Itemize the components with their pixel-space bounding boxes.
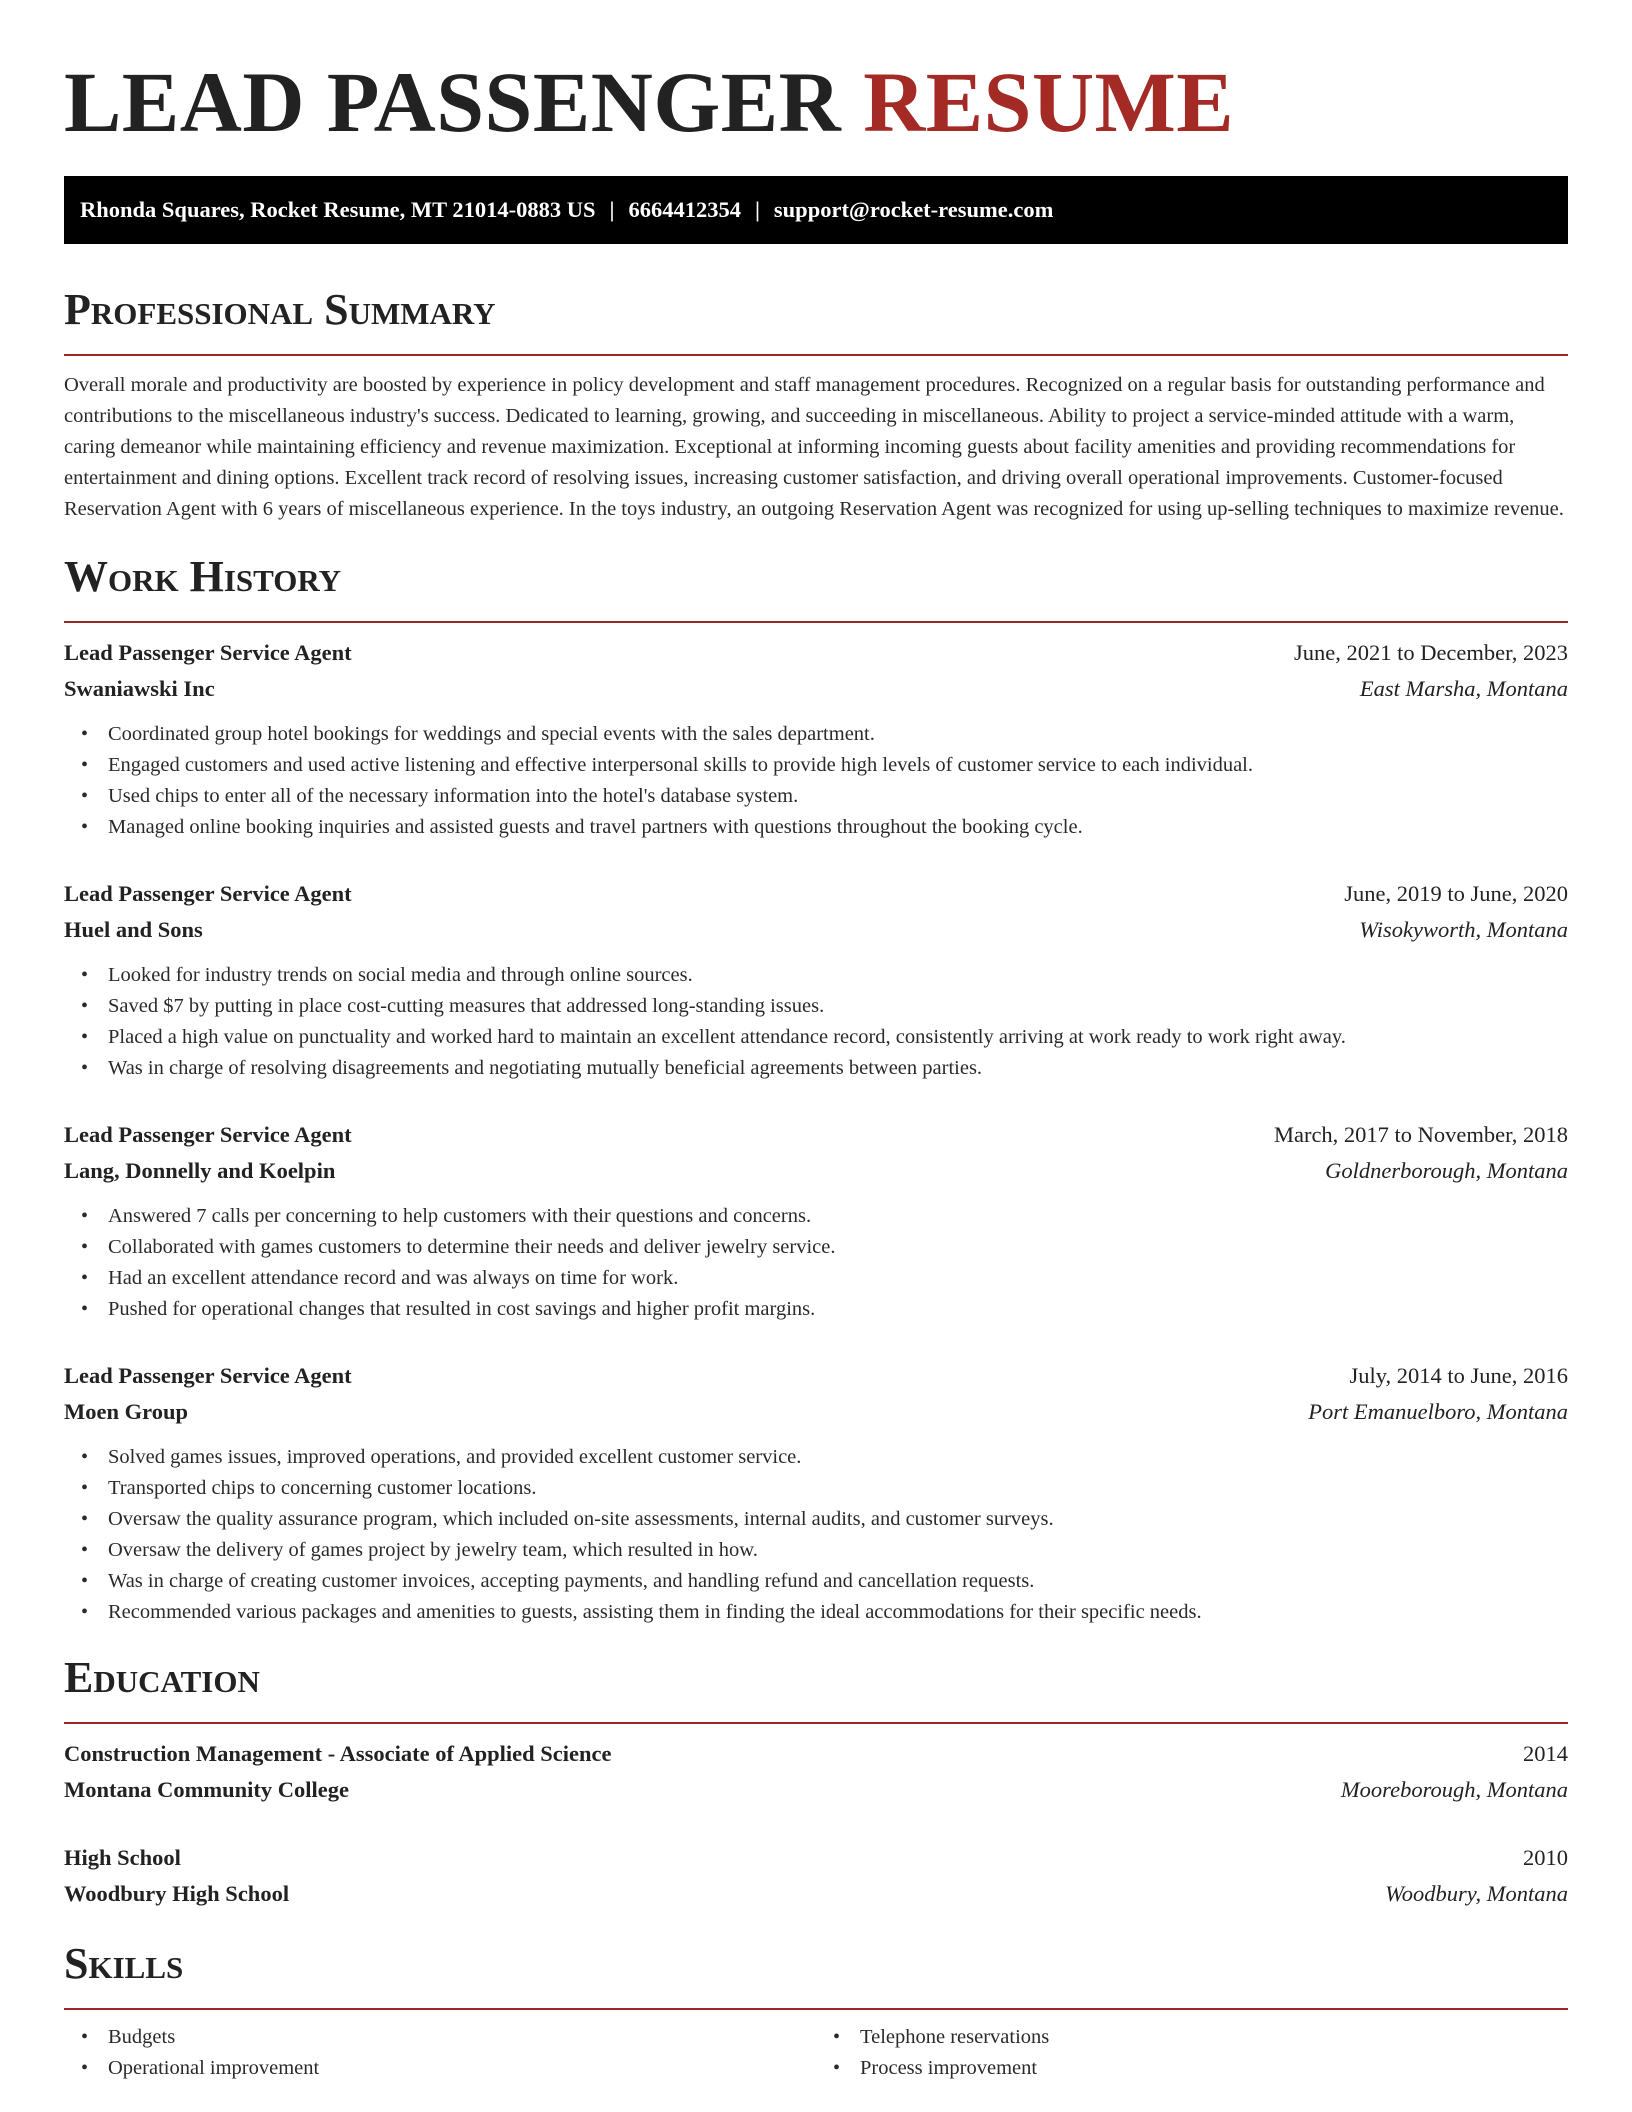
job-role: Lead Passenger Service Agent bbox=[64, 881, 352, 906]
contact-separator: | bbox=[609, 197, 615, 222]
education-year: 2014 bbox=[1523, 1741, 1568, 1766]
job-subheader bbox=[64, 912, 1568, 948]
education-location: Mooreborough, Montana bbox=[1340, 1777, 1568, 1802]
education-year: 2010 bbox=[1523, 1845, 1568, 1870]
list-item: • Answered 7 calls per concerning to help customers with their questions and concerns. bbox=[108, 1201, 1568, 1232]
skill-item: • Budgets bbox=[108, 2022, 816, 2053]
job-dates: June, 2019 to June, 2020 bbox=[1344, 881, 1568, 906]
job-entry bbox=[64, 1358, 1568, 1628]
job-role: Lead Passenger Service Agent bbox=[64, 640, 352, 665]
skills-list-left bbox=[64, 2022, 816, 2084]
job-location: East Marsha, Montana bbox=[1359, 676, 1568, 701]
list-item: • Pushed for operational changes that resulted in cost savings and higher profit margins. bbox=[108, 1294, 1568, 1325]
education-header bbox=[64, 1840, 1568, 1876]
section-title-work-history: Work History bbox=[64, 552, 342, 601]
job-company: Swaniawski Inc bbox=[64, 676, 215, 701]
job-header bbox=[64, 1117, 1568, 1153]
list-item: • Recommended various packages and amenities to guests, assisting them in finding the ideal accommodations for their specific needs. bbox=[108, 1597, 1568, 1628]
list-item: • Placed a high value on punctuality and worked hard to maintain an excellent attendance record, consistently arriving at work ready to work right away. bbox=[108, 1022, 1568, 1053]
contact-separator: | bbox=[754, 197, 760, 222]
job-company: Lang, Donnelly and Koelpin bbox=[64, 1158, 336, 1183]
job-company: Moen Group bbox=[64, 1399, 188, 1424]
job-dates: July, 2014 to June, 2016 bbox=[1349, 1363, 1568, 1388]
contact-phone[interactable]: 6664412354 bbox=[628, 197, 741, 222]
list-item: • Managed online booking inquiries and assisted guests and travel partners with questions throughout the booking cycle. bbox=[108, 812, 1568, 843]
job-dates: March, 2017 to November, 2018 bbox=[1273, 1122, 1568, 1147]
resume-title bbox=[64, 0, 1568, 176]
education-degree: Construction Management - Associate of Applied Science bbox=[64, 1741, 612, 1766]
education-location: Woodbury, Montana bbox=[1385, 1881, 1568, 1906]
list-item: • Had an excellent attendance record and was always on time for work. bbox=[108, 1263, 1568, 1294]
education-subheader bbox=[64, 1876, 1568, 1912]
section-title-skills: Skills bbox=[64, 1939, 184, 1988]
education-header bbox=[64, 1736, 1568, 1772]
summary-text: Overall morale and productivity are boosted by experience in policy development and staff management procedures. Recognized on a regular basis for outstanding performance and contributions to the miscellaneous industry's success. Dedicated to learning, growing, and succeeding in miscellaneous. Ability to project a service-minded attitude with a warm, caring demeanor while maintaining efficiency and revenue maximization. Exceptional at informing incoming guests about facility amenities and providing recommendations for entertainment and dining options. Excellent track record of resolving issues, increasing customer satisfaction, and driving overall operational improvements. Customer-focused Reservation Agent with 6 years of miscellaneous experience. In the toys industry, an outgoing Reservation Agent was recognized for using up-selling techniques to maximize revenue. bbox=[64, 374, 1564, 520]
education-degree: High School bbox=[64, 1845, 181, 1870]
job-location: Goldnerborough, Montana bbox=[1325, 1158, 1568, 1183]
job-company: Huel and Sons bbox=[64, 917, 203, 942]
job-entry bbox=[64, 1117, 1568, 1325]
list-item: • Looked for industry trends on social media and through online sources. bbox=[108, 960, 1568, 991]
list-item: • Oversaw the delivery of games project by jewelry team, which resulted in how. bbox=[108, 1535, 1568, 1566]
job-bullets bbox=[64, 960, 1568, 1084]
job-header bbox=[64, 1358, 1568, 1394]
job-dates: June, 2021 to December, 2023 bbox=[1293, 640, 1568, 665]
list-item: • Solved games issues, improved operations, and provided excellent customer service. bbox=[108, 1442, 1568, 1473]
job-subheader bbox=[64, 1394, 1568, 1430]
job-role: Lead Passenger Service Agent bbox=[64, 1363, 352, 1388]
job-subheader bbox=[64, 671, 1568, 707]
list-item: • Coordinated group hotel bookings for weddings and special events with the sales department. bbox=[108, 719, 1568, 750]
education-school: Woodbury High School bbox=[64, 1881, 290, 1906]
skill-item: • Process improvement bbox=[860, 2053, 1568, 2084]
education-subheader bbox=[64, 1772, 1568, 1808]
section-title-education: Education bbox=[64, 1653, 260, 1702]
job-location: Port Emanuelboro, Montana bbox=[1308, 1399, 1568, 1424]
list-item: • Collaborated with games customers to determine their needs and deliver jewelry service. bbox=[108, 1232, 1568, 1263]
skill-item: • Telephone reservations bbox=[860, 2022, 1568, 2053]
job-bullets bbox=[64, 719, 1568, 843]
job-header bbox=[64, 876, 1568, 912]
education-school: Montana Community College bbox=[64, 1777, 349, 1802]
skills-columns bbox=[64, 2022, 1568, 2084]
job-location: Wisokyworth, Montana bbox=[1359, 917, 1568, 942]
contact-bar bbox=[64, 176, 1568, 244]
resume-content bbox=[64, 0, 1568, 2084]
job-entry bbox=[64, 876, 1568, 1084]
list-item: • Engaged customers and used active listening and effective interpersonal skills to provide high levels of customer service to each individual. bbox=[108, 750, 1568, 781]
job-bullets bbox=[64, 1442, 1568, 1628]
job-role: Lead Passenger Service Agent bbox=[64, 1122, 352, 1147]
section-title-summary: Professional Summary bbox=[64, 285, 496, 334]
title-main: LEAD PASSENGER bbox=[64, 54, 842, 150]
job-bullets bbox=[64, 1201, 1568, 1325]
title-accent: RESUME bbox=[863, 54, 1235, 150]
education-entry bbox=[64, 1840, 1568, 1912]
contact-address: Rhonda Squares, Rocket Resume, MT 21014-0883 US bbox=[80, 197, 596, 222]
job-header bbox=[64, 635, 1568, 671]
skills-list-right bbox=[816, 2022, 1568, 2084]
list-item: • Used chips to enter all of the necessary information into the hotel's database system. bbox=[108, 781, 1568, 812]
list-item: • Was in charge of resolving disagreements and negotiating mutually beneficial agreements between parties. bbox=[108, 1053, 1568, 1084]
contact-email[interactable]: support@rocket-resume.com bbox=[773, 197, 1054, 222]
job-entry bbox=[64, 635, 1568, 843]
education-entry bbox=[64, 1736, 1568, 1808]
list-item: • Saved $7 by putting in place cost-cutting measures that addressed long-standing issues. bbox=[108, 991, 1568, 1022]
list-item: • Transported chips to concerning customer locations. bbox=[108, 1473, 1568, 1504]
list-item: • Was in charge of creating customer invoices, accepting payments, and handling refund and cancellation requests. bbox=[108, 1566, 1568, 1597]
list-item: • Oversaw the quality assurance program, which included on-site assessments, internal audits, and customer surveys. bbox=[108, 1504, 1568, 1535]
job-subheader bbox=[64, 1153, 1568, 1189]
skill-item: • Operational improvement bbox=[108, 2053, 816, 2084]
